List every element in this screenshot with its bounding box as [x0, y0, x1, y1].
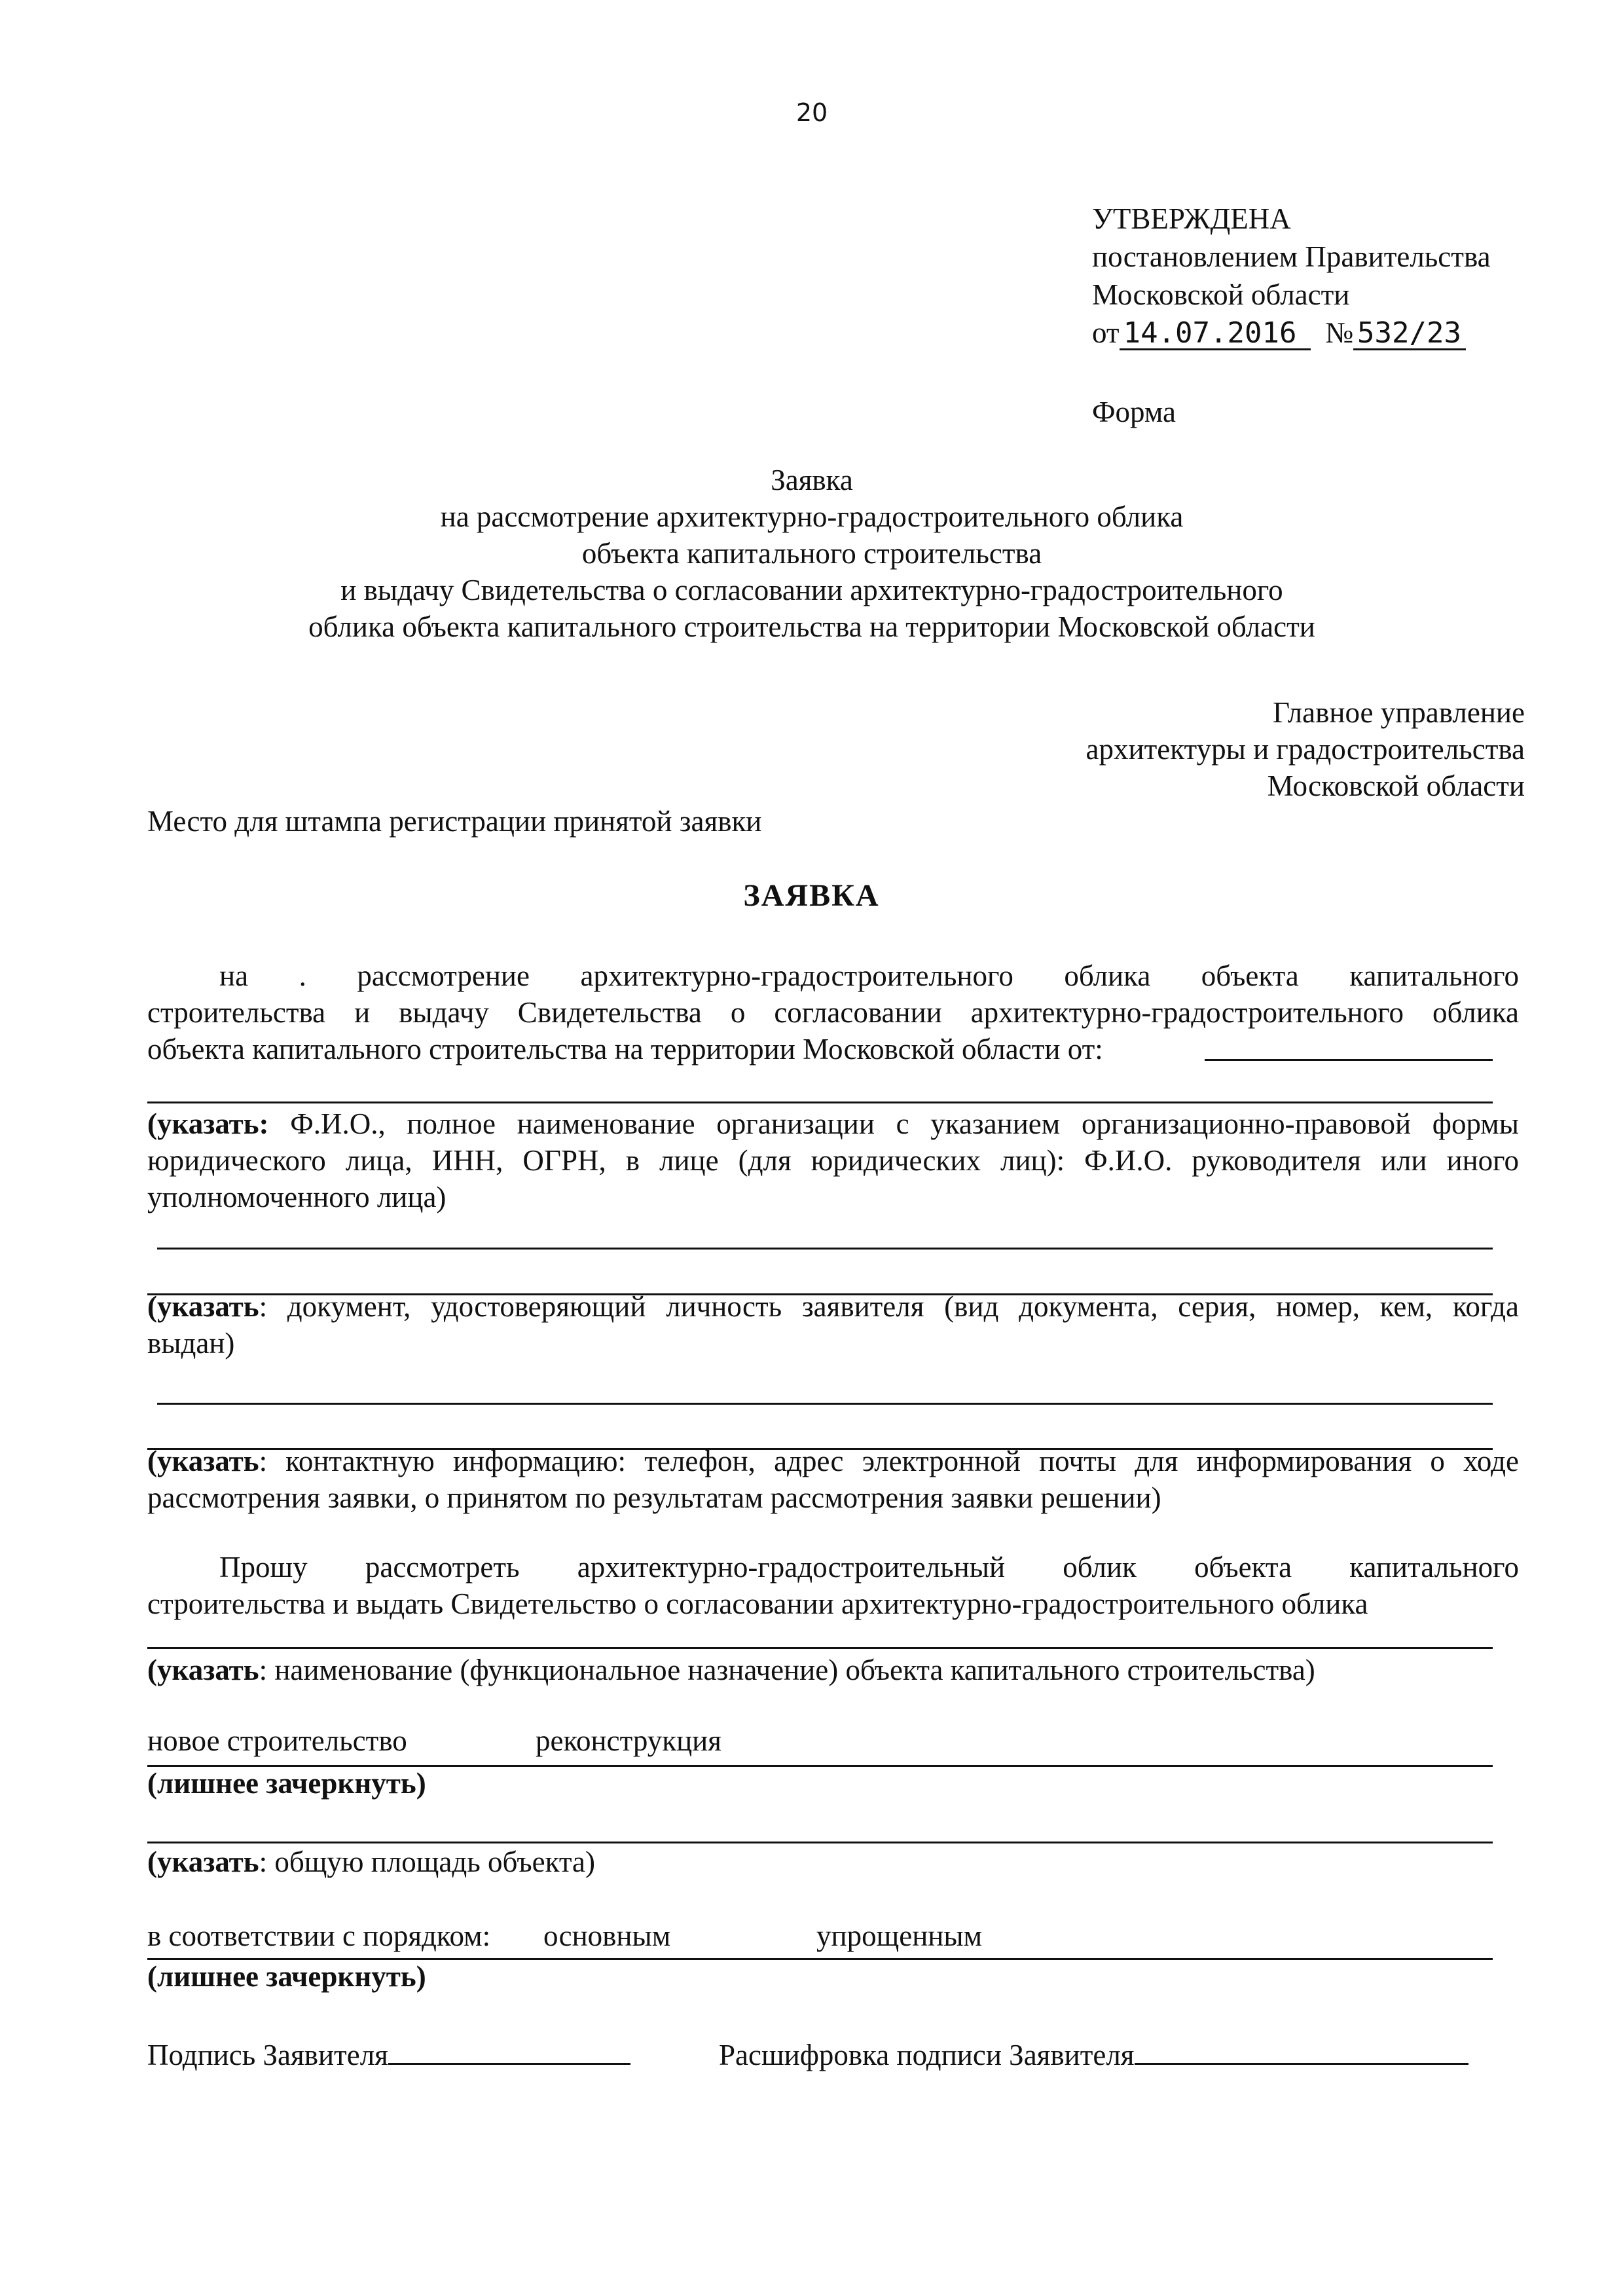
note-contact-text: : контактную информацию: телефон, адрес электронной почты для информирования о ходе: [259, 1445, 1519, 1477]
note-id-document: [147, 1288, 1519, 1361]
note-area-text: : общую площадь объекта): [259, 1845, 596, 1878]
note-id-document-bold: (указать: [147, 1290, 259, 1323]
note-applicant-text: Ф.И.О., полное наименование организации с указанием организационно-правовой формы: [268, 1107, 1519, 1140]
applicant-fill-line-end: [1205, 1059, 1493, 1061]
approval-date: 14.07.2016: [1120, 318, 1311, 350]
note-contact: [147, 1443, 1519, 1516]
note-object-name-bold: (указать: [147, 1654, 259, 1686]
title-line-1: Заявка: [771, 464, 853, 496]
object-name-fill-line[interactable]: [147, 1647, 1493, 1649]
intro-line-1: на . рассмотрение архитектурно-градостроительного облика объекта капитального: [219, 959, 1519, 992]
title-line-5: облика объекта капитального строительства на территории Московской области: [308, 610, 1315, 643]
addressee-block: [1086, 694, 1525, 804]
approval-title: УТВЕРЖДЕНА: [1092, 202, 1291, 235]
applicant-fill-line[interactable]: [147, 1102, 1493, 1103]
signature-block: [147, 2037, 630, 2072]
signature-field[interactable]: [388, 2037, 630, 2065]
intro-line-3: объекта капитального строительства на территории Московской области от:: [147, 1033, 1103, 1065]
approval-date-line: [1092, 314, 1491, 352]
request-line-1: Прошу рассмотреть архитектурно-градостроительный облик объекта капитального: [219, 1551, 1519, 1583]
note-applicant: [147, 1105, 1519, 1215]
intro-paragraph: [147, 957, 1519, 1067]
addressee-line-1: Главное управление: [1273, 696, 1525, 729]
title-line-4: и выдачу Свидетельства о согласовании архитектурно-градостроительного: [340, 574, 1283, 606]
signature-label: Подпись Заявителя: [147, 2039, 388, 2071]
construction-hint: (лишнее зачеркнуть): [147, 1767, 426, 1800]
form-label: Форма: [1092, 396, 1176, 428]
addressee-line-2: архитектуры и градостроительства: [1085, 733, 1525, 766]
title-line-3: объекта капитального строительства: [581, 537, 1042, 570]
signature-decoding-label: Расшифровка подписи Заявителя: [719, 2039, 1135, 2071]
contact-fill-line[interactable]: [157, 1403, 1493, 1405]
option-new-construction[interactable]: новое строительство: [147, 1724, 407, 1757]
note-id-document-line-2: выдан): [147, 1327, 235, 1360]
note-applicant-line-3: уполномоченного лица): [147, 1181, 447, 1213]
note-area-bold: (указать: [147, 1845, 259, 1878]
signature-decoding-block: [719, 2037, 1468, 2072]
application-heading: ЗАЯВКА: [743, 878, 880, 913]
document-title: [196, 462, 1427, 645]
signature-decoding-field[interactable]: [1135, 2037, 1468, 2065]
title-line-2: на рассмотрение архитектурно-градостроительного облика: [440, 500, 1184, 533]
option-simplified-procedure[interactable]: упрощенным: [816, 1919, 983, 1952]
request-paragraph: [147, 1549, 1519, 1622]
note-area: [147, 1843, 1519, 1880]
procedure-prefix: в соответствии с порядком:: [147, 1919, 491, 1952]
note-object-name: [147, 1652, 1519, 1688]
approval-number-prefix: №: [1325, 316, 1354, 349]
approval-line-3: Московской области: [1092, 278, 1350, 311]
approval-date-prefix: от: [1092, 316, 1120, 349]
note-contact-line-2: рассмотрения заявки, о принятом по результатам рассмотрения заявки решении): [147, 1481, 1161, 1514]
procedure-hint: (лишнее зачеркнуть): [147, 1960, 426, 1993]
intro-line-2: строительства и выдачу Свидетельства о согласовании архитектурно-градостроительного облика: [147, 996, 1519, 1029]
stamp-place-label: Место для штампа регистрации принятой заявки: [147, 805, 762, 838]
option-reconstruction[interactable]: реконструкция: [536, 1724, 721, 1757]
option-standard-procedure[interactable]: основным: [543, 1919, 671, 1952]
approval-number: 532/23: [1353, 318, 1466, 350]
approval-line-2: постановлением Правительства: [1092, 240, 1491, 273]
request-line-2: строительства и выдать Свидетельство о согласовании архитектурно-градостроительного облика: [147, 1587, 1368, 1620]
note-id-document-text: : документ, удостоверяющий личность заявителя (вид документа, серия, номер, кем, когда: [259, 1290, 1519, 1323]
page-number: 20: [795, 98, 828, 127]
addressee-line-3: Московской области: [1267, 769, 1525, 802]
note-applicant-bold: (указать:: [147, 1107, 269, 1140]
approval-block: [1092, 200, 1491, 352]
note-applicant-line-2: юридического лица, ИНН, ОГРН, в лице (для юридических лиц): Ф.И.О. руководителя или иного: [147, 1144, 1519, 1177]
note-contact-bold: (указать: [147, 1445, 259, 1477]
id-document-fill-line[interactable]: [157, 1248, 1493, 1250]
note-object-name-text: : наименование (функциональное назначение) объекта капитального строительства): [259, 1654, 1315, 1686]
